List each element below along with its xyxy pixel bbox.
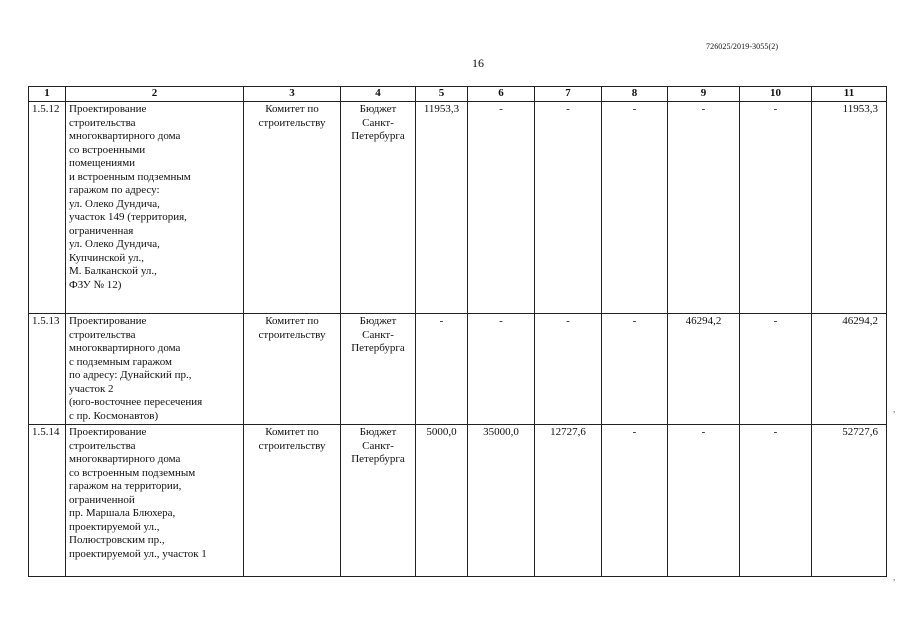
row-executor: Комитет по строительству xyxy=(244,425,341,577)
header-cell-9: 9 xyxy=(668,87,740,102)
row-description: Проектирование строительства многоквартирного дома с подземным гаражом по адресу: Дунайский пр., участок 2 (юго-восточнее пересечения с пр. Космонавтов) xyxy=(66,314,244,425)
row-value-col10: - xyxy=(740,425,812,577)
header-cell-7: 7 xyxy=(535,87,602,102)
table-row xyxy=(29,425,887,577)
row-value-col10: - xyxy=(740,102,812,314)
row-number: 1.5.12 xyxy=(29,102,66,314)
row-value-col6: 35000,0 xyxy=(468,425,535,577)
row-value-col8: - xyxy=(602,102,668,314)
row-funding-source: Бюджет Санкт- Петербурга xyxy=(341,314,416,425)
row-description: Проектирование строительства многоквартирного дома со встроенным подземным гаражом на территории, ограниченной пр. Маршала Блюхера, проектируемой ул., Полюстровским пр., проектируемой ул., участок 1 xyxy=(66,425,244,577)
header-cell-5: 5 xyxy=(416,87,468,102)
row-value-col9: 46294,2 xyxy=(668,314,740,425)
row-value-col7: - xyxy=(535,102,602,314)
row-total: 11953,3 xyxy=(812,102,887,314)
row-value-col6: - xyxy=(468,314,535,425)
row-value-col5: - xyxy=(416,314,468,425)
header-cell-6: 6 xyxy=(468,87,535,102)
row-value-col8: - xyxy=(602,425,668,577)
scan-margin-mark: , xyxy=(893,572,896,582)
row-value-col5: 5000,0 xyxy=(416,425,468,577)
row-executor: Комитет по строительству xyxy=(244,102,341,314)
header-cell-8: 8 xyxy=(602,87,668,102)
header-cell-1: 1 xyxy=(29,87,66,102)
header-cell-4: 4 xyxy=(341,87,416,102)
table-row xyxy=(29,102,887,314)
row-funding-source: Бюджет Санкт- Петербурга xyxy=(341,102,416,314)
row-value-col10: - xyxy=(740,314,812,425)
scan-margin-mark: , xyxy=(893,404,896,414)
row-value-col9: - xyxy=(668,425,740,577)
header-cell-10: 10 xyxy=(740,87,812,102)
document-id: 726025/2019-3055(2) xyxy=(706,42,779,51)
row-number: 1.5.14 xyxy=(29,425,66,577)
header-cell-11: 11 xyxy=(812,87,887,102)
row-description: Проектирование строительства многоквартирного дома со встроенными помещениями и встроенным подземным гаражом по адресу: ул. Олеко Дундича, участок 149 (территория, ограниченная ул. Олеко Дундича, Купчинской ул., М. Балканской ул., ФЗУ № 12) xyxy=(66,102,244,314)
row-value-col7: - xyxy=(535,314,602,425)
header-cell-2: 2 xyxy=(66,87,244,102)
header-row xyxy=(29,87,887,102)
page-number: 16 xyxy=(472,56,484,70)
row-value-col6: - xyxy=(468,102,535,314)
row-value-col8: - xyxy=(602,314,668,425)
table-row xyxy=(29,314,887,425)
row-value-col5: 11953,3 xyxy=(416,102,468,314)
row-value-col9: - xyxy=(668,102,740,314)
row-funding-source: Бюджет Санкт- Петербурга xyxy=(341,425,416,577)
row-executor: Комитет по строительству xyxy=(244,314,341,425)
program-table xyxy=(28,86,887,577)
row-total: 46294,2 xyxy=(812,314,887,425)
row-total: 52727,6 xyxy=(812,425,887,577)
header-cell-3: 3 xyxy=(244,87,341,102)
row-number: 1.5.13 xyxy=(29,314,66,425)
row-value-col7: 12727,6 xyxy=(535,425,602,577)
